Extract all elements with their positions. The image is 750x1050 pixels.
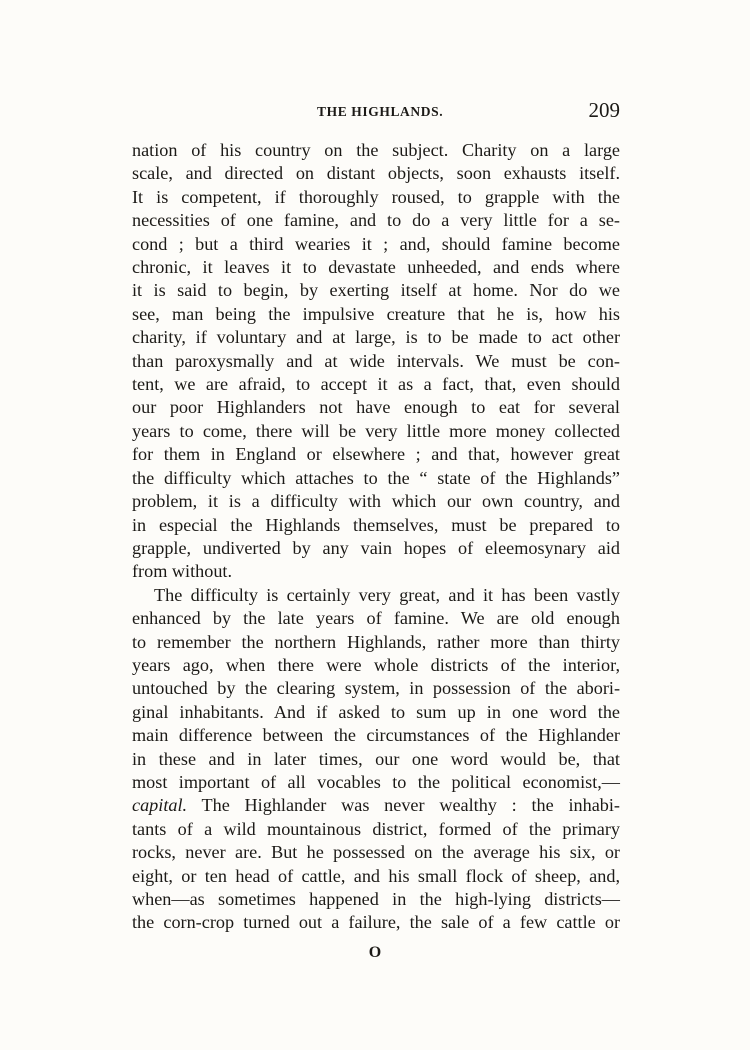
running-head: THE HIGHLANDS. xyxy=(317,104,444,119)
text-line: years ago, when there were whole districts of the interior, xyxy=(132,654,620,675)
text-line: problem, it is a difficulty with which our own country, and xyxy=(132,491,620,512)
text-line: It is competent, if thoroughly roused, to grapple with the xyxy=(132,186,620,207)
text-line: cond ; but a third wearies it ; and, should famine become xyxy=(132,233,620,254)
text-line: in especial the Highlands themselves, must be prepared to xyxy=(132,514,620,535)
body-text xyxy=(132,139,620,935)
page-number: 209 xyxy=(588,98,620,122)
text-line: our poor Highlanders not have enough to eat for several xyxy=(132,397,620,418)
text-line: tants of a wild mountainous district, formed of the primary xyxy=(132,818,620,839)
text-line: rocks, never are. But he possessed on the average his six, or xyxy=(132,842,620,863)
text-line: scale, and directed on distant objects, soon exhausts itself. xyxy=(132,163,620,184)
text-line: main difference between the circumstances of the Highlander xyxy=(132,725,620,746)
text-line: tent, we are afraid, to accept it as a fact, that, even should xyxy=(132,374,620,395)
text-line xyxy=(132,794,620,817)
text-line: in these and in later times, our one word would be, that xyxy=(132,748,620,769)
text-line: nation of his country on the subject. Charity on a large xyxy=(132,140,620,160)
text-line: chronic, it leaves it to devastate unheeded, and ends where xyxy=(132,257,620,278)
text-line: to remember the northern Highlands, rather more than thirty xyxy=(132,631,620,652)
paragraph-1 xyxy=(132,139,620,584)
text-fragment: The Highlander was never wealthy : the inhabi- xyxy=(187,795,620,816)
text-line: the difficulty which attaches to the “ state of the Highlands” xyxy=(132,467,620,488)
text-line: than paroxysmally and at wide intervals. We must be con- xyxy=(132,350,620,371)
text-line: most important of all vocables to the political economist,— xyxy=(132,771,620,792)
text-line: years to come, there will be very little more money collected xyxy=(132,420,620,441)
text-line: see, man being the impulsive creature that he is, how his xyxy=(132,303,620,324)
page-header xyxy=(132,98,620,128)
signature-mark: O xyxy=(368,944,382,961)
text-line: the corn-crop turned out a failure, the sale of a few cattle or xyxy=(132,912,620,933)
text-line: grapple, undiverted by any vain hopes of eleemosynary aid xyxy=(132,537,620,558)
text-line: ginal inhabitants. And if asked to sum up in one word the xyxy=(132,701,620,722)
paragraph-2 xyxy=(132,584,620,935)
text-line: from without. xyxy=(132,561,233,582)
text-line: it is said to begin, by exerting itself at home. Nor do we xyxy=(132,280,620,301)
text-line: necessities of one famine, and to do a very little for a se- xyxy=(132,210,620,231)
text-line: when—as sometimes happened in the high-lying districts— xyxy=(132,889,620,909)
text-line: charity, if voluntary and at large, is to be made to act other xyxy=(132,327,620,348)
italic-word: capital. xyxy=(132,795,188,816)
text-line: for them in England or elsewhere ; and that, however great xyxy=(132,444,620,465)
text-line: untouched by the clearing system, in possession of the abori- xyxy=(132,678,620,699)
text-line: The difficulty is certainly very great, and it has been vastly xyxy=(154,584,620,605)
text-line: enhanced by the late years of famine. We are old enough xyxy=(132,608,620,629)
text-line: eight, or ten head of cattle, and his small flock of sheep, and, xyxy=(132,865,620,886)
